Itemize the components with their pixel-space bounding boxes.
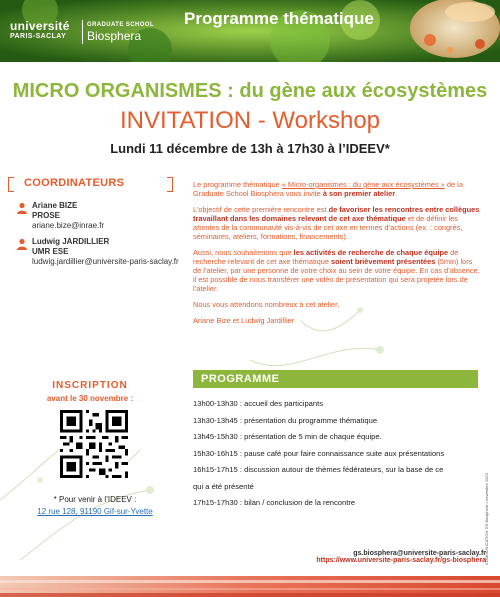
- programme-item: 13h45-15h30 : présentation de 5 min de chaque équipe.: [193, 432, 382, 441]
- intro-paragraph: L’objectif de cette première rencontre est de favoriser les rencontres entre collègues travaillant dans les domaines relevant de cet axe thématique et de définir les attentes de la communauté vis-à-vis de cet axe en termes d’actions (ex. : congrès, séminaires, ateliers, formations, financements).: [193, 205, 480, 241]
- contact-url[interactable]: https://www.universite-paris-saclay.fr/gs-biosphera: [316, 557, 486, 564]
- programme-item: 15h30-16h15 : pause café pour faire connaissance suite aux présentations: [193, 448, 445, 458]
- contact-email[interactable]: gs.biosphera@universite-paris-saclay.fr: [353, 550, 486, 557]
- programme-item: 17h15-17h30 : bilan / conclusion de la rencontre: [193, 498, 356, 507]
- intro-closing: Nous vous attendons nombreux à cet atelier,: [193, 300, 340, 309]
- university-subname: PARIS-SACLAY: [10, 33, 67, 40]
- intro-paragraph: Le programme thématique « Micro-organismes : du gène aux écosystèmes » de la Graduate School Biosphera vous invite à son premier atelier.: [193, 180, 463, 198]
- bracket-right: [167, 177, 173, 192]
- programme-header: [193, 370, 478, 388]
- coordinators-heading-box: [8, 177, 173, 190]
- footer-microbe-image: [0, 576, 500, 597]
- intro-paragraph: Aussi, nous souhaiterions que les activités de recherche de chaque équipe de recherche relevant de cet axe thématique soient brièvement présentées (5min) lors de l’atelier, par une personne de votre choix au sein de votre équipe. En cas d’absence, il est possible de nous transférer une vidéo de présentation qui sera projetée lors de l’atelier.: [193, 248, 480, 293]
- university-name: université: [10, 19, 70, 33]
- programme-item: 13h30-13h45 : présentation du programme thématique: [193, 415, 378, 425]
- event-date: Lundi 11 décembre de 13h à 17h30 à l’IDEEV*: [110, 141, 390, 156]
- inscription-title: INSCRIPTION: [52, 380, 128, 391]
- venue-label: * Pour venir à l’IDEEV :: [53, 495, 137, 504]
- coordinator-name: Ariane BIZE: [32, 201, 78, 210]
- inscription-deadline: avant le 30 novembre :: [46, 394, 134, 403]
- programme-title: PROGRAMME: [201, 373, 280, 385]
- intro-signature: Ariane Bize et Ludwig Jardillier: [193, 316, 295, 325]
- graduate-school-name: Biosphera: [87, 29, 142, 43]
- page-title: MICRO ORGANISMES : du gène aux écosystèmes: [12, 80, 488, 102]
- person-icon: [16, 238, 28, 250]
- graduate-school-logo: [87, 21, 154, 43]
- graduate-school-label: GRADUATE SCHOOL: [87, 22, 154, 28]
- coordinator-org: PROSE: [32, 211, 61, 220]
- bracket-left: [8, 177, 14, 192]
- programme-item: 16h15-17h15 : discussion autour de thèmes fédérateurs, sur la base de ce: [193, 465, 444, 474]
- contact-block: [316, 550, 486, 564]
- coordinator-name: Ludwig JARDILLIER: [32, 237, 110, 246]
- coordinator-org: UMR ESE: [32, 247, 69, 256]
- person-icon: [16, 202, 28, 214]
- venue-address-link[interactable]: 12 rue 128, 91190 Gif-sur-Yvette: [37, 507, 153, 516]
- programme-item: qui a été présenté: [193, 481, 254, 491]
- programme-list: [193, 398, 483, 514]
- programme-link[interactable]: « Micro-organismes : du gène aux écosystèmes »: [281, 180, 445, 189]
- programme-item: 13h00-13h30 : accueil des participants: [193, 399, 324, 408]
- registration-qr-code[interactable]: [60, 410, 128, 478]
- logo-divider: [82, 20, 83, 44]
- side-credit-text: COMMUNICATION GS Biosphera • novembre 2023: [484, 473, 489, 565]
- coordinators-title: COORDINATEURS: [24, 177, 125, 189]
- intro-text: [193, 180, 480, 332]
- invitation-title: INVITATION - Workshop: [119, 107, 381, 134]
- coordinator-email[interactable]: ludwig.jardillier@universite-paris-saclay.fr: [32, 257, 179, 266]
- coordinator-email[interactable]: ariane.bize@inrae.fr: [32, 221, 105, 230]
- university-logo: [10, 20, 70, 41]
- banner-title: Programme thématique: [184, 9, 374, 28]
- header-banner: [0, 0, 500, 62]
